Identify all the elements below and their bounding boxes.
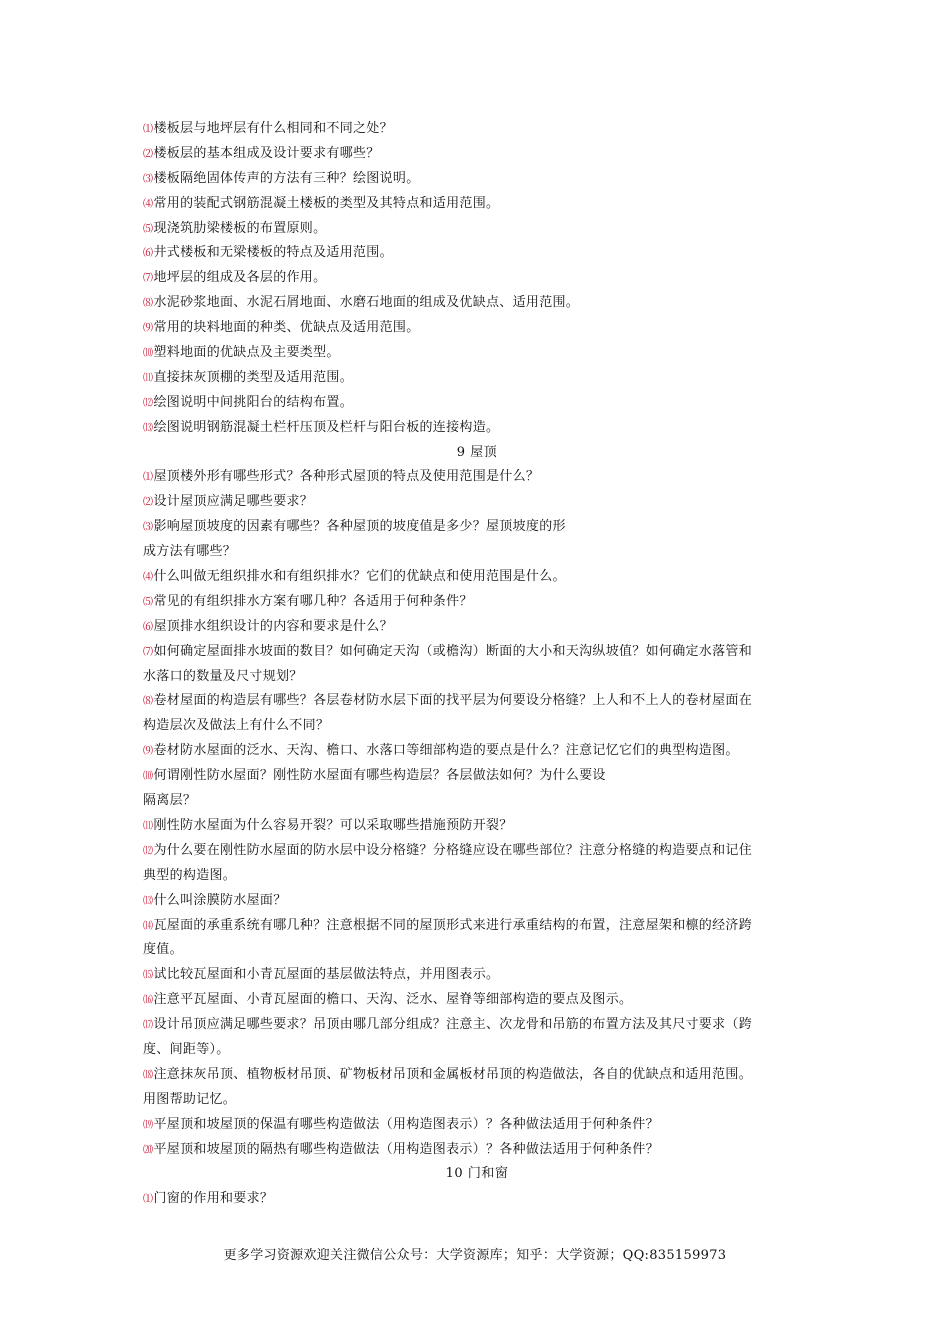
question-number: ⑹	[143, 621, 153, 633]
question-text: 影响屋顶坡度的因素有哪些？各种屋顶的坡度值是多少？屋顶坡度的形	[153, 519, 566, 535]
question-line	[143, 316, 811, 341]
question-text: 设计屋顶应满足哪些要求？	[153, 494, 314, 510]
question-text: 什么叫涂膜防水屋面？	[153, 892, 287, 908]
question-text: 何谓刚性防水屋面？刚性防水屋面有哪些构造层？各层做法如何？为什么要设	[153, 768, 606, 784]
question-text: 绘图说明中间挑阳台的结构布置。	[153, 394, 354, 410]
question-text: 隔离层？	[143, 793, 197, 809]
question-line	[143, 167, 811, 192]
question-line	[143, 540, 811, 565]
question-text: 试比较瓦屋面和小青瓦屋面的基层做法特点，并用图表示。	[153, 967, 500, 983]
question-line	[143, 764, 811, 789]
question-text: 设计吊顶应满足哪些要求？吊顶由哪几部分组成？注意主、次龙骨和吊筋的布置方法及其尺寸要求（跨	[153, 1017, 753, 1033]
question-text: 平屋顶和坡屋顶的隔热有哪些构造做法（用构造图表示）？各种做法适用于何种条件？	[153, 1141, 659, 1157]
question-line	[143, 465, 811, 490]
question-line	[143, 665, 811, 690]
question-line	[143, 839, 811, 864]
question-text: 卷材防水屋面的泛水、天沟、檐口、水落口等细部构造的要点是什么？注意记忆它们的典型构造图。	[153, 743, 739, 759]
question-number: ⑴	[143, 1194, 153, 1206]
question-number: ⑷	[143, 198, 153, 210]
question-line	[143, 640, 811, 665]
question-text: 卷材屋面的构造层有哪些？各层卷材防水层下面的找平层为何要设分格缝？上人和不上人的卷材屋面在	[153, 693, 753, 709]
question-text: 常用的块料地面的种类、优缺点及适用范围。	[153, 320, 420, 336]
question-number: ⒀	[143, 895, 153, 907]
question-line	[143, 1063, 811, 1088]
question-line	[143, 914, 811, 939]
question-number: ⑽	[143, 771, 153, 783]
question-number: ⑼	[143, 323, 153, 335]
question-number: ⑿	[143, 397, 153, 409]
question-text: 门窗的作用和要求？	[153, 1191, 274, 1207]
question-line	[143, 1113, 811, 1138]
question-number: ⒁	[143, 920, 153, 932]
question-number: ⑸	[143, 223, 153, 235]
question-line	[143, 789, 811, 814]
question-line	[143, 1088, 811, 1113]
question-line	[143, 1013, 811, 1038]
question-line	[143, 515, 811, 540]
question-text: 平屋顶和坡屋顶的保温有哪些构造做法（用构造图表示）？各种做法适用于何种条件？	[153, 1116, 659, 1132]
question-text: 度值。	[143, 942, 183, 958]
question-line	[143, 117, 811, 142]
question-number: ⑹	[143, 248, 153, 260]
question-number: ⒅	[143, 1069, 153, 1081]
question-text: 常见的有组织排水方案有哪几种？各适用于何种条件？	[153, 593, 473, 609]
question-line	[143, 1038, 811, 1063]
question-number: ⑾	[143, 820, 153, 832]
question-line	[143, 241, 811, 266]
question-line	[143, 291, 811, 316]
question-text: 用图帮助记忆。	[143, 1091, 237, 1107]
question-text: 绘图说明钢筋混凝土栏杆压顶及栏杆与阳台板的连接构造。	[153, 419, 500, 435]
question-line	[143, 615, 811, 640]
section-heading: 9 屋顶	[456, 444, 498, 460]
question-number: ⑷	[143, 572, 153, 584]
question-number: ⒄	[143, 1020, 153, 1032]
question-line	[143, 988, 811, 1013]
question-text: 什么叫做无组织排水和有组织排水？它们的优缺点和使用范围是什么。	[153, 569, 566, 585]
question-text: 塑料地面的优缺点及主要类型。	[153, 345, 340, 361]
question-number: ⑴	[143, 472, 153, 484]
page-footer: 更多学习资源欢迎关注微信公众号：大学资源库；知乎：大学资源；QQ:835159973	[223, 1248, 727, 1263]
question-text: 屋顶排水组织设计的内容和要求是什么？	[153, 618, 393, 634]
question-number: ⑸	[143, 596, 153, 608]
question-line	[143, 689, 811, 714]
question-text: 刚性防水屋面为什么容易开裂？可以采取哪些措施预防开裂？	[153, 817, 513, 833]
question-line	[143, 565, 811, 590]
question-number: ⑺	[143, 646, 153, 658]
question-line	[143, 739, 811, 764]
question-number: ⑾	[143, 372, 153, 384]
question-number: ⒆	[143, 1119, 153, 1131]
question-number: ⑴	[143, 124, 153, 135]
question-text: 楼板层的基本组成及设计要求有哪些？	[153, 145, 380, 161]
question-text: 度、间距等）。	[143, 1041, 230, 1057]
question-text: 现浇筑肋梁楼板的布置原则。	[153, 220, 327, 236]
question-text: 屋顶楼外形有哪些形式？各种形式屋顶的特点及使用范围是什么？	[153, 469, 540, 485]
question-text: 直接抹灰顶棚的类型及适用范围。	[153, 369, 354, 385]
question-line	[143, 217, 811, 242]
question-text: 成方法有哪些？	[143, 544, 237, 560]
question-number: ⑺	[143, 273, 153, 285]
question-line	[143, 714, 811, 739]
question-text: 井式楼板和无梁楼板的特点及适用范围。	[153, 245, 393, 261]
question-text: 注意平瓦屋面、小青瓦屋面的檐口、天沟、泛水、屋脊等细部构造的要点及图示。	[153, 992, 633, 1008]
question-number: ⒀	[143, 422, 153, 434]
question-number: ⒇	[143, 1144, 153, 1156]
question-line	[143, 490, 811, 515]
question-line	[143, 1138, 811, 1163]
question-number: ⑼	[143, 746, 153, 758]
question-line	[143, 1187, 811, 1212]
question-line	[143, 889, 811, 914]
question-line	[143, 391, 811, 416]
question-line	[143, 963, 811, 988]
question-line	[143, 192, 811, 217]
question-number: ⑿	[143, 845, 153, 857]
question-text: 注意抹灰吊顶、植物板材吊顶、矿物板材吊顶和金属板材吊顶的构造做法，各自的优缺点和适用范围。	[153, 1066, 753, 1082]
question-line	[143, 366, 811, 391]
document-body	[143, 117, 811, 1212]
question-line	[143, 814, 811, 839]
question-text: 构造层次及做法上有什么不同？	[143, 718, 330, 734]
question-text: 楼板隔绝固体传声的方法有三种？绘图说明。	[153, 170, 420, 186]
question-text: 如何确定屋面排水坡面的数目？如何确定天沟（或檐沟）断面的大小和天沟纵坡值？如何确定水落管和	[153, 643, 753, 659]
question-text: 常用的装配式钢筋混凝土楼板的类型及其特点和适用范围。	[153, 195, 500, 211]
question-line	[143, 341, 811, 366]
question-number: ⒂	[143, 970, 153, 982]
question-text: 瓦屋面的承重系统有哪几种？注意根据不同的屋顶形式来进行承重结构的布置，注意屋架和檩的经济跨	[153, 917, 753, 933]
question-text: 水落口的数量及尺寸规划？	[143, 668, 303, 684]
question-line	[143, 590, 811, 615]
question-text: 水泥砂浆地面、水泥石屑地面、水磨石地面的组成及优缺点、适用范围。	[153, 295, 580, 311]
question-line	[143, 266, 811, 291]
question-line	[143, 142, 811, 167]
section-heading: 10 门和窗	[445, 1166, 509, 1182]
question-text: 楼板层与地坪层有什么相同和不同之处？	[153, 121, 393, 136]
question-number: ⒃	[143, 995, 153, 1007]
question-line	[143, 416, 811, 441]
question-text: 典型的构造图。	[143, 867, 237, 883]
question-line	[143, 864, 811, 889]
question-line	[143, 938, 811, 963]
question-number: ⑽	[143, 348, 153, 360]
question-number: ⑶	[143, 522, 153, 534]
question-number: ⑵	[143, 148, 153, 160]
question-text: 为什么要在刚性防水屋面的防水层中设分格缝？分格缝应设在哪些部位？注意分格缝的构造要点和记住	[153, 842, 753, 858]
question-number: ⑵	[143, 497, 153, 509]
question-number: ⑻	[143, 696, 153, 708]
question-number: ⑶	[143, 173, 153, 185]
question-number: ⑻	[143, 298, 153, 310]
question-text: 地坪层的组成及各层的作用。	[153, 270, 327, 286]
